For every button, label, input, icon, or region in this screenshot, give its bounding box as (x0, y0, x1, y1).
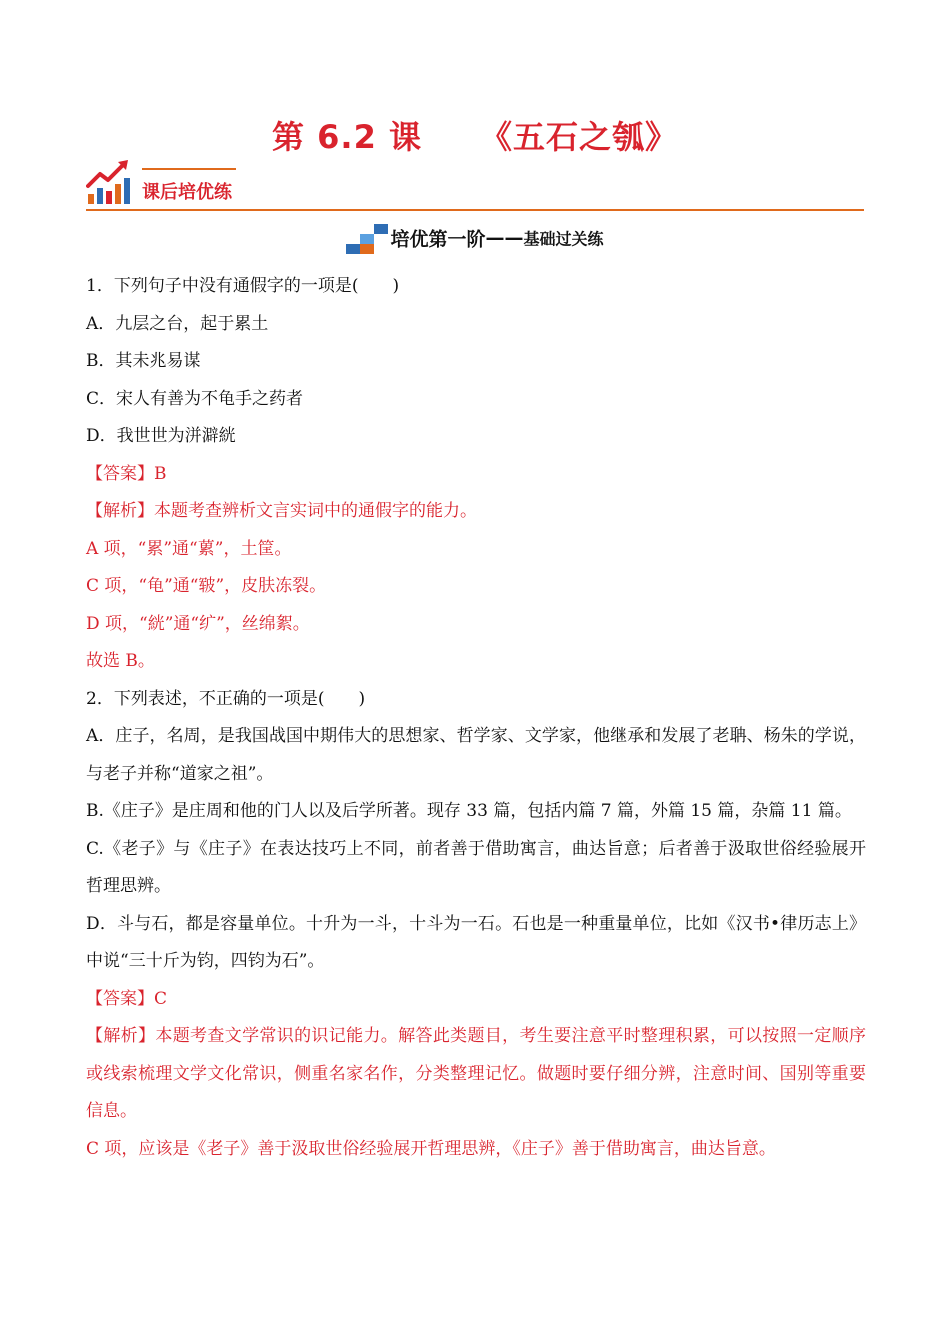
question-option: D．我世世为洴澼絖 (86, 426, 236, 446)
page-title (0, 112, 950, 158)
question-option: B．其未兆易谋 (86, 351, 201, 371)
section-dash: —— (485, 227, 524, 249)
question-option: A．庄子，名周，是我国战国中期伟大的思想家、哲学家、文学家，他继承和发展了老聃、杨朱的学说，与老子并称“道家之祖”。 (86, 726, 866, 784)
analysis-line: A 项，“累”通“蔂”，土筐。 (86, 538, 292, 559)
section-heading (0, 222, 950, 254)
answer-line: 【答案】C (86, 988, 168, 1009)
banner-label: 课后培优练 (142, 182, 232, 203)
question-option: B.《庄子》是庄周和他的门人以及后学所著。现存 33 篇，包括内篇 7 篇，外篇 15 篇，杂篇 11 篇。 (86, 801, 852, 821)
analysis-line: C 项，“龟”通“皲”，皮肤冻裂。 (86, 576, 327, 596)
question-option: A．九层之台，起于累土 (86, 313, 269, 334)
lesson-title: 《五石之瓠》 (479, 118, 678, 156)
analysis-line: 【解析】本题考查辨析文言实词中的通假字的能力。 (86, 501, 477, 521)
analysis-line: D 项，“絖”通“纩”，丝绵絮。 (86, 613, 310, 634)
question-option: D．斗与石，都是容量单位。十升为一斗，十斗为一石。石也是一种重量单位，比如《汉书•律历志上》中说“三十斤为钧，四钧为石”。 (86, 913, 866, 971)
question-option: C．宋人有善为不龟手之药者 (86, 388, 304, 409)
lesson-number: 第 6.2 课 (272, 118, 422, 156)
question-stem: 2．下列表述，不正确的一项是( ) (86, 688, 366, 709)
rising-chart-icon (86, 160, 132, 206)
question-option: C.《老子》与《庄子》在表达技巧上不同，前者善于借助寓言，曲达旨意；后者善于汲取世俗经验展开哲理思辨。 (86, 838, 866, 896)
analysis-line: 故选 B。 (86, 651, 155, 671)
banner-top-line (142, 168, 236, 170)
answer-line: 【答案】B (86, 463, 167, 484)
section-subtitle: 基础过关练 (523, 229, 604, 249)
analysis-line: 【解析】本题考查文学常识的识记能力。解答此类题目，考生要注意平时整理积累，可以按照一定顺序或线索梳理文学文化常识，侧重名家名作，分类整理记忆。做题时要仔细分辨，注意时间、国别等重要信息。 (86, 1026, 866, 1121)
homework-banner (86, 160, 866, 216)
section-title: 培优第一阶 (390, 228, 486, 251)
analysis-line: C 项，应该是《老子》善于汲取世俗经验展开哲理思辨，《庄子》善于借助寓言，曲达旨意。 (86, 1138, 776, 1159)
stairs-icon (346, 222, 388, 254)
question-list (86, 268, 866, 1168)
banner-rule (86, 209, 864, 211)
question-stem: 1．下列句子中没有通假字的一项是( ) (86, 276, 400, 296)
